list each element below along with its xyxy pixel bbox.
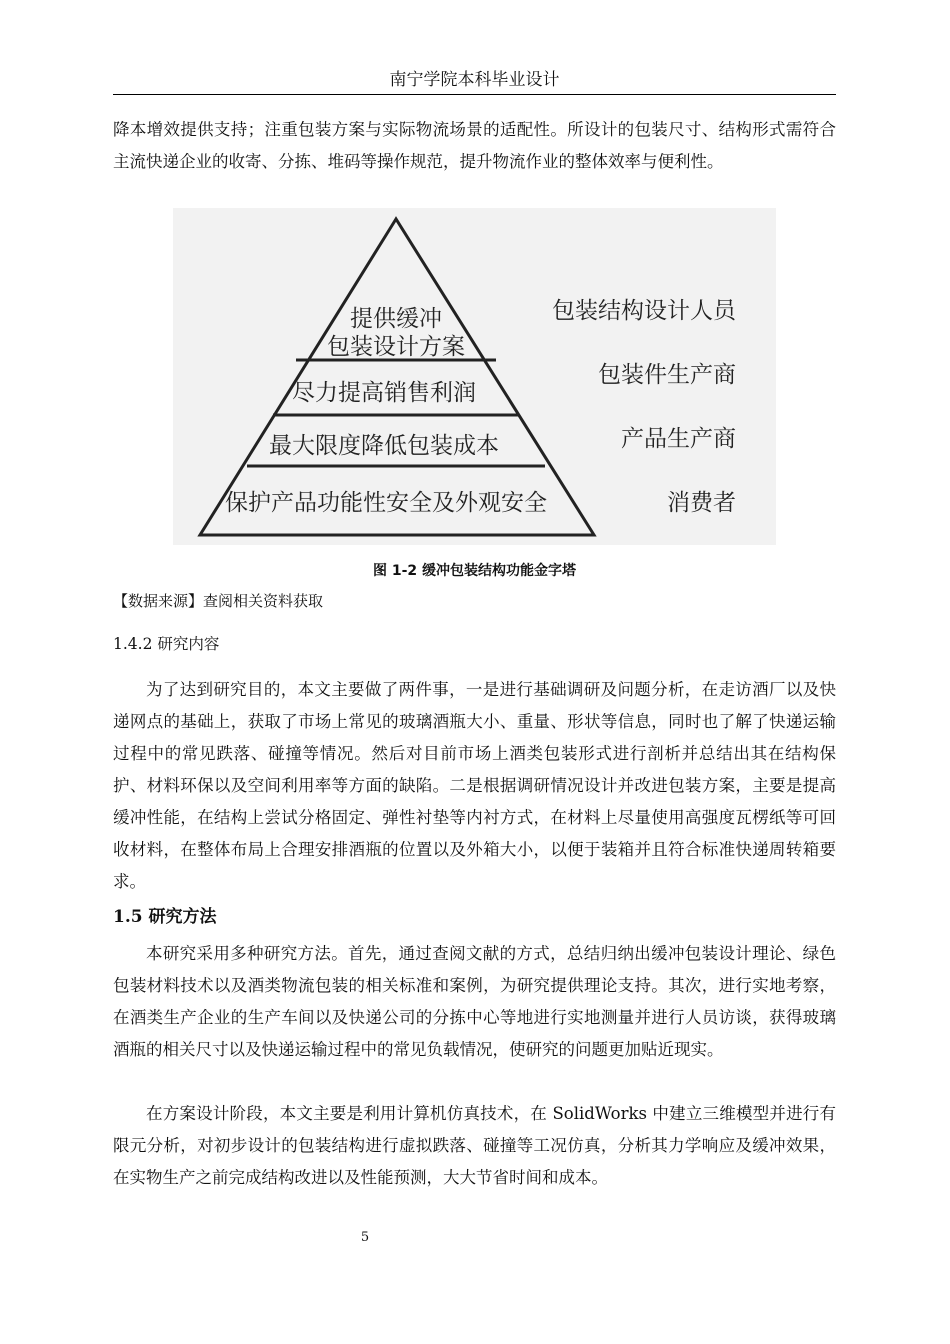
pyramid-figure [173, 208, 776, 545]
method-paragraph-1: 本研究采用多种研究方法。首先，通过查阅文献的方式，总结归纳出缓冲包装设计理论、绿色包装材料技术以及酒类物流包装的相关标准和案例，为研究提供理论支持。其次，进行实地考察，在酒类生产企业的生产车间以及快递公司的分拣中心等地进行实地测量并进行人员访谈，获得玻璃酒瓶的相关尺寸以及快递运输过程中的常见负载情况，使研究的问题更加贴近现实。 [113, 944, 836, 1059]
level-4-label: 保护产品功能性安全及外观安全 [225, 490, 547, 516]
level-1-label-line2: 包装设计方案 [327, 334, 465, 360]
level-1-label-line1: 提供缓冲 [350, 306, 442, 332]
method-paragraph-2: 在方案设计阶段，本文主要是利用计算机仿真技术，在 SolidWorks 中建立三维模型并进行有限元分析，对初步设计的包装结构进行虚拟跌落、碰撞等工况仿真，分析其力学响应及缓冲效果，在实物生产之前完成结构改进以及性能预测，大大节省时间和成本。 [113, 1104, 836, 1187]
page-header: 南宁学院本科毕业设计 [113, 66, 836, 95]
figure-source: 【数据来源】查阅相关资料获取 [113, 592, 324, 610]
page-number: 5 [360, 1230, 370, 1245]
pyramid-diagram [173, 208, 776, 545]
role-3-label: 产品生产商 [621, 426, 736, 452]
role-4-label: 消费者 [667, 490, 736, 516]
role-2-label: 包装件生产商 [598, 362, 736, 388]
role-1-label: 包装结构设计人员 [552, 298, 736, 324]
pyramid-outline [200, 219, 594, 535]
section-title: 1.5 研究方法 [113, 907, 217, 927]
level-2-label: 尽力提高销售利润 [292, 380, 476, 406]
figure-caption: 图 1-2 缓冲包装结构功能金字塔 [372, 563, 577, 579]
intro-paragraph: 降本增效提供支持；注重包装方案与实际物流场景的适配性。所设计的包装尺寸、结构形式需符合主流快递企业的收寄、分拣、堆码等操作规范，提升物流作业的整体效率与便利性。 [113, 120, 836, 171]
level-3-label: 最大限度降低包装成本 [269, 433, 499, 459]
subsection-title: 1.4.2 研究内容 [113, 635, 220, 653]
content-paragraph: 为了达到研究目的，本文主要做了两件事，一是进行基础调研及问题分析，在走访酒厂以及快递网点的基础上，获取了市场上常见的玻璃酒瓶大小、重量、形状等信息，同时也了解了快递运输过程中的常见跌落、碰撞等情况。然后对目前市场上酒类包装形式进行剖析并总结出其在结构保护、材料环保以及空间利用率等方面的缺陷。二是根据调研情况设计并改进包装方案，主要是提高缓冲性能，在结构上尝试分格固定、弹性衬垫等内衬方式，在材料上尽量使用高强度瓦楞纸等可回收材料，在整体布局上合理安排酒瓶的位置以及外箱大小，以便于装箱并且符合标准快递周转箱要求。 [113, 680, 836, 891]
